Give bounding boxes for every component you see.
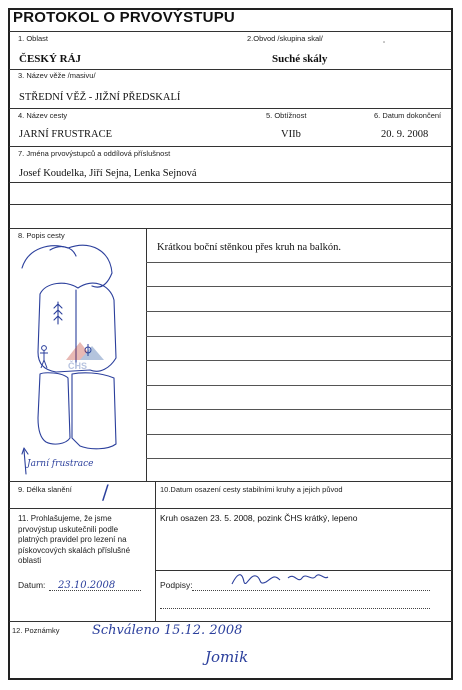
small-mark: ▫ [383, 40, 386, 46]
notes-value: Schváleno 15.12. 2008 [92, 623, 243, 638]
date-done-label: 6. Datum dokončení [374, 111, 442, 120]
grade-label: 5. Obtížnost [266, 111, 307, 120]
sector-label: 2.Obvod /skupina skal/ [247, 34, 323, 43]
notes-signature: Jomik [205, 648, 249, 666]
grade-value: VIIb [281, 129, 301, 140]
date-value: 23.10.2008 [58, 580, 116, 591]
sketch-caption: Jarní frustrace [27, 459, 94, 469]
description-value: Krátkou boční stěnkou přes kruh na balkón. [157, 242, 342, 253]
date-done-value: 20. 9. 2008 [381, 129, 429, 140]
climbers-value: Josef Koudelka, Jiří Sejna, Lenka Sejnová [19, 168, 197, 179]
notes-label: 12. Poznámky [12, 626, 60, 635]
signatures-scribble [228, 568, 338, 590]
climbers-label: 7. Jména prvovýstupců a oddílová příslušnost [18, 149, 171, 158]
form-title: PROTOKOL O PRVOVÝSTUPU [13, 9, 235, 26]
declaration-text: 11. Prohlašujeme, že jsme prvovýstup uskutečnili podle platných pravidel pro lezení na pískovcových skalách příslušné oblasti [18, 514, 131, 565]
date-label: Datum: [18, 580, 46, 590]
area-value: ČESKÝ RÁJ [19, 53, 82, 65]
area-label: 1. Oblast [18, 34, 49, 43]
sector-value: Suché skály [272, 53, 328, 65]
route-value: JARNÍ FRUSTRACE [19, 129, 113, 140]
chs-logo-text: ČHS [68, 361, 88, 371]
anchors-value: Kruh osazen 23. 5. 2008, pozink ČHS krátký, lepeno [160, 513, 358, 523]
anchors-label: 10.Datum osazení cesty stabilními kruhy a jejich původ [160, 485, 343, 494]
signatures-label: Podpisy: [160, 580, 193, 590]
chs-logo [66, 342, 104, 360]
description-label: 8. Popis cesty [18, 231, 65, 240]
tower-label: 3. Název věže /masivu/ [18, 71, 96, 80]
rappel-label: 9. Délka slanění [18, 485, 72, 494]
tower-value: STŘEDNÍ VĚŽ - JIŽNÍ PŘEDSKALÍ [19, 92, 181, 103]
route-sketch [10, 238, 146, 478]
route-label: 4. Název cesty [18, 111, 68, 120]
upper-tower-outline [22, 245, 112, 287]
rappel-value: / [102, 480, 109, 504]
